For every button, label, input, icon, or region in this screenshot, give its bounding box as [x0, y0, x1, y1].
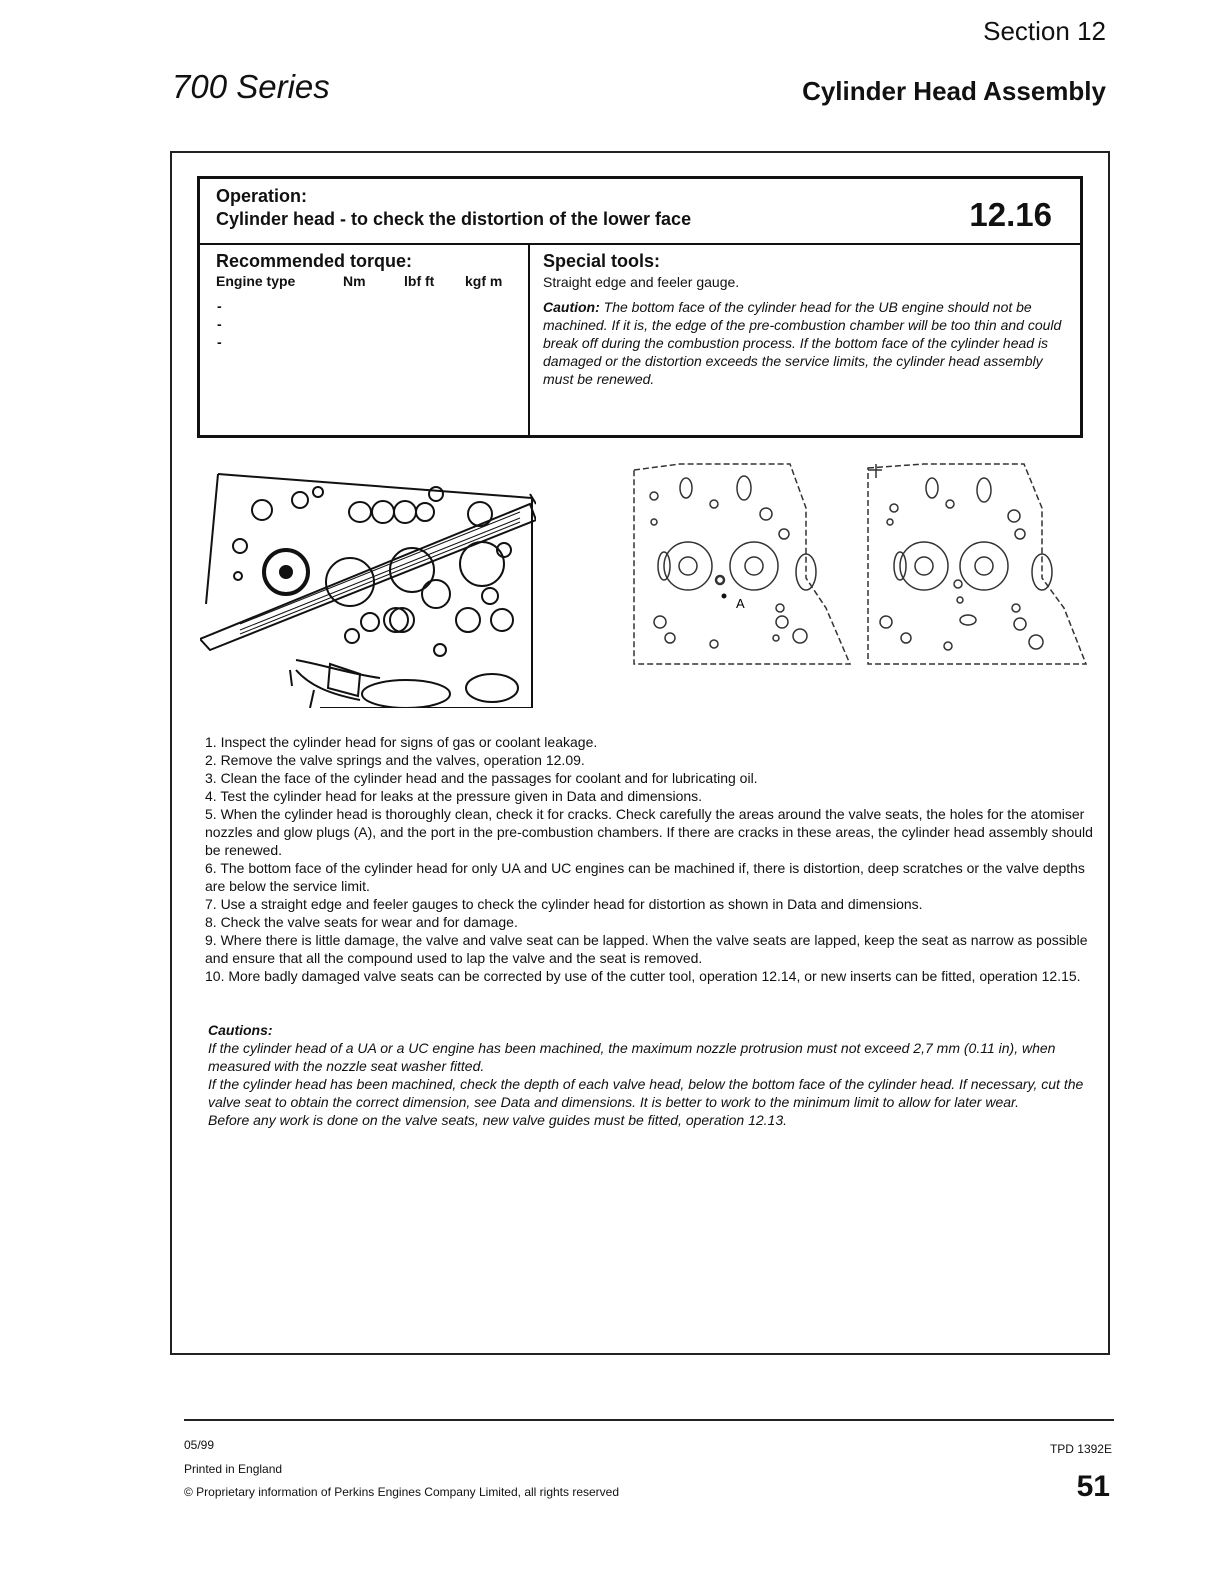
caution-item: If the cylinder head of a UA or a UC engine has been machined, the maximum nozzle protrusion must not exceed 2,7 mm (0.11 in), when measured with the nozzle seat washer fitted. — [208, 1040, 1056, 1074]
operation-header — [200, 179, 1080, 245]
chapter-title: Cylinder Head Assembly — [802, 76, 1106, 106]
procedure-steps — [205, 733, 1095, 985]
tools-value: Straight edge and feeler gauge. — [543, 274, 740, 290]
caution-item: If the cylinder head has been machined, check the depth of each valve head, below the bottom face of the cylinder head. If necessary, cut the valve seat to obtain the correct dimension, see Data and dimensions. It is better to work to the minimum limit to allow for later wear. — [208, 1076, 1084, 1110]
caution-note — [543, 298, 1069, 388]
caution-label: Caution: — [543, 299, 600, 315]
list-item: 2. Remove the valve springs and the valves, operation 12.09. — [205, 752, 585, 768]
list-item: 7. Use a straight edge and feeler gauges to check the cylinder head for distortion as shown in Data and dimensions. — [205, 896, 923, 912]
torque-row: - — [217, 298, 222, 314]
torque-col-lbfft: lbf ft — [404, 273, 435, 289]
list-item: 6. The bottom face of the cylinder head for only UA and UC engines can be machined if, there is distortion, deep scratches or the valve depths are below the service limit. — [205, 860, 1085, 894]
footer-copyright: © Proprietary information of Perkins Engines Company Limited, all rights reserved — [184, 1485, 620, 1499]
list-item: 9. Where there is little damage, the valve and valve seat can be lapped. When the valve seats are lapped, keep the seat as narrow as possible and ensure that all the compound used to lap the valve and the seat is removed. — [205, 932, 1088, 966]
torque-col-engine-type: Engine type — [216, 273, 296, 289]
cylinder-head-figure-b — [864, 458, 1088, 670]
straight-edge-figure — [200, 464, 536, 708]
cautions-title: Cautions: — [208, 1022, 273, 1038]
torque-col-kgfm: kgf m — [465, 273, 503, 289]
cautions-block — [208, 1021, 1098, 1129]
list-item: 1. Inspect the cylinder head for signs of gas or coolant leakage. — [205, 734, 598, 750]
footer-divider — [184, 1419, 1114, 1421]
list-item: 3. Clean the face of the cylinder head and the passages for coolant and for lubricating oil. — [205, 770, 758, 786]
tools-cell — [530, 243, 1080, 435]
operation-label: Operation: — [216, 186, 308, 206]
caution-item: Before any work is done on the valve seats, new valve guides must be fitted, operation 12.13. — [208, 1112, 788, 1128]
series-title: 700 Series — [172, 68, 330, 105]
tools-heading: Special tools: — [543, 251, 661, 271]
list-item: 4. Test the cylinder head for leaks at the pressure given in Data and dimensions. — [205, 788, 703, 804]
footer-date: 05/99 — [184, 1438, 215, 1452]
torque-row: - — [217, 316, 222, 332]
page-number: 51 — [1076, 1470, 1110, 1503]
list-item: 5. When the cylinder head is thoroughly clean, check it for cracks. Check carefully the areas around the valve seats, the holes for the atomiser nozzles and glow plugs (A), and the port in the pre-combustion chambers. If there are cracks in these areas, the cylinder head assembly should be renewed. — [205, 806, 1093, 858]
torque-row: - — [217, 334, 222, 350]
operation-box — [197, 176, 1083, 438]
section-label: Section 12 — [983, 16, 1106, 46]
torque-cell — [200, 243, 530, 435]
label-a: A — [736, 596, 745, 611]
torque-col-nm: Nm — [343, 273, 366, 289]
operation-title: Cylinder head - to check the distortion of the lower face — [216, 209, 692, 229]
operation-number: 12.16 — [969, 196, 1052, 233]
caution-text: The bottom face of the cylinder head for the UB engine should not be machined. If it is, the edge of the pre-combustion chamber will be too thin and could break off during the combustion process. If the bottom face of the cylinder head is damaged or the distortion exceeds the service limits, the cylinder head assembly must be renewed. — [543, 299, 1062, 387]
document-reference: TPD 1392E — [1049, 1442, 1112, 1456]
footer-printed: Printed in England — [184, 1462, 283, 1476]
cylinder-head-figure-a — [630, 458, 852, 670]
list-item: 8. Check the valve seats for wear and for damage. — [205, 914, 518, 930]
list-item: 10. More badly damaged valve seats can be corrected by use of the cutter tool, operation 12.14, or new inserts can be fitted, operation 12.15. — [205, 968, 1081, 984]
torque-heading: Recommended torque: — [216, 251, 413, 271]
